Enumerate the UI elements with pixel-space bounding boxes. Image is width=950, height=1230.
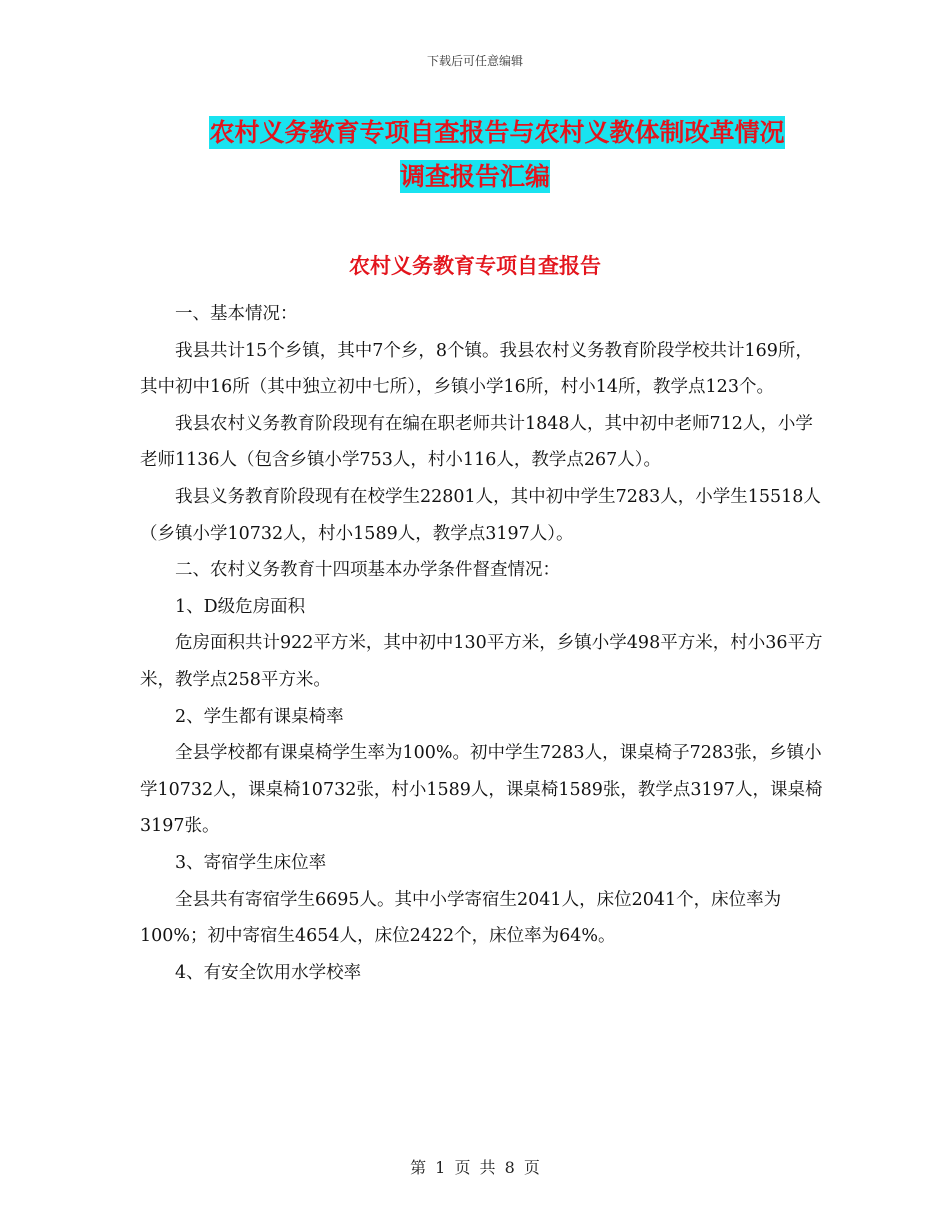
paragraph-beds: 全县共有寄宿学生6695人。其中小学寄宿生2041人，床位2041个，床位率为100%；初中寄宿生4654人，床位2422个，床位率为64%。 — [140, 889, 782, 947]
document-title-line-2 — [0, 157, 950, 193]
paragraph-desks: 全县学校都有课桌椅学生率为100%。初中学生7283人，课桌椅子7283张，乡镇小学10732人，课桌椅10732张，村小1589人，课桌椅1589张，教学点3197人，课桌椅3197张。 — [140, 743, 823, 837]
item-heading-2: 2、学生都有课桌椅率 — [175, 706, 344, 727]
document-title-line-1 — [22, 113, 950, 149]
document-title-line-2-text: 调查报告汇编 — [399, 162, 550, 191]
item-heading-1: 1、D级危房面积 — [175, 596, 306, 617]
page-footer: 第 1 页 共 8 页 — [410, 1158, 540, 1177]
heading-basic-situation: 一、基本情况： — [175, 304, 298, 324]
document-body — [140, 296, 830, 991]
section-title: 农村义务教育专项自查报告 — [349, 254, 601, 278]
paragraph-dangerous-buildings: 危房面积共计922平方米，其中初中130平方米，乡镇小学498平方米，村小36平方米，教学点258平方米。 — [140, 633, 823, 690]
heading-conditions: 二、农村义务教育十四项基本办学条件督查情况： — [175, 560, 560, 581]
item-heading-4: 4、有安全饮用水学校率 — [175, 962, 362, 983]
paragraph-schools: 我县共计15个乡镇，其中7个乡，8个镇。我县农村义务教育阶段学校共计169所，其中初中16所（其中独立初中七所），乡镇小学16所，村小14所，教学点123个。 — [140, 340, 813, 398]
document-title-line-1-text: 农村义务教育专项自查报告与农村义教体制改革情况 — [209, 118, 785, 147]
item-heading-3: 3、寄宿学生床位率 — [175, 852, 327, 873]
page-header: 下载后可任意编辑 — [426, 54, 523, 68]
paragraph-teachers: 我县农村义务教育阶段现有在编在职老师共计1848人，其中初中老师712人，小学老师1136人（包含乡镇小学753人，村小116人，教学点267人）。 — [140, 413, 813, 471]
paragraph-students: 我县义务教育阶段现有在校学生22801人，其中初中学生7283人，小学生15518人（乡镇小学10732人，村小1589人，教学点3197人）。 — [140, 486, 821, 544]
